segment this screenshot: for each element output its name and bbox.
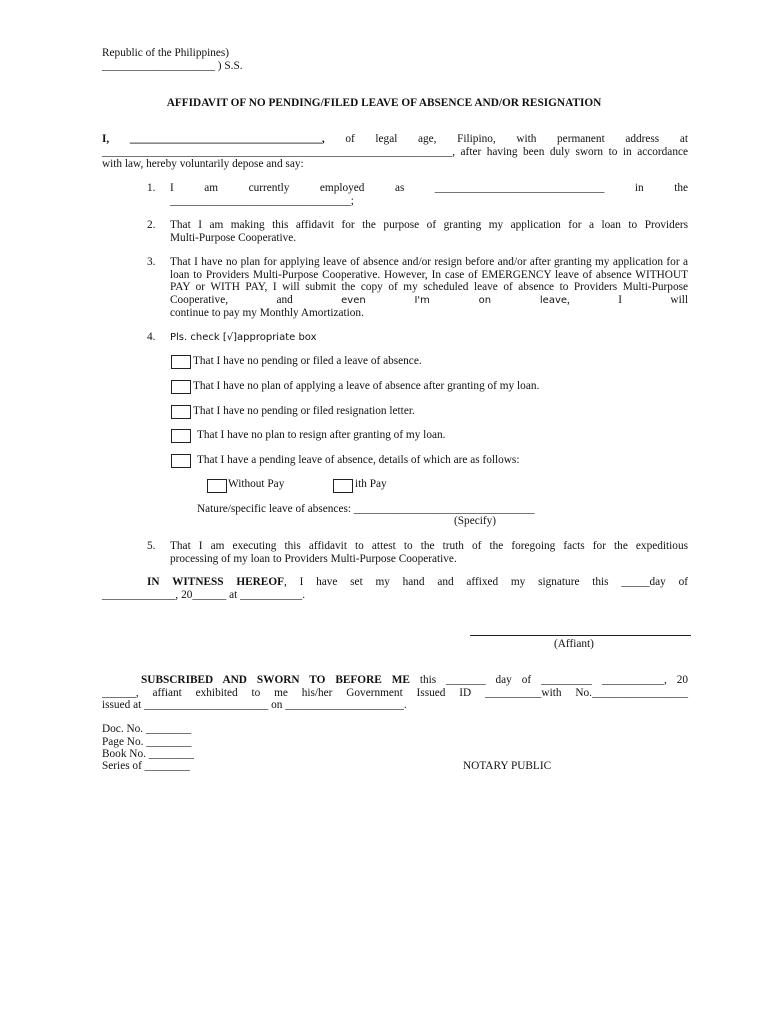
ss-line: ____________________ ) S.S. bbox=[102, 60, 243, 72]
witness-line-2: _____________, 20______ at ___________. bbox=[102, 589, 306, 601]
item-1-line-1: I am currently employed as ______________________________ in the bbox=[170, 182, 688, 194]
item-number: 3. bbox=[147, 256, 156, 268]
doc-no: Doc. No. ________ bbox=[102, 723, 192, 735]
item-2 bbox=[170, 219, 688, 244]
item-number: 1. bbox=[147, 182, 156, 194]
checkbox-label: That I have no plan to resign after granting of my loan. bbox=[197, 429, 446, 441]
item-2-text: That I am making this affidavit for the purpose of granting my application for a loan to Providers bbox=[170, 219, 688, 231]
even-on-leave: even I'm on leave bbox=[341, 294, 568, 306]
item-3 bbox=[170, 256, 688, 320]
document-title: AFFIDAVIT OF NO PENDING/FILED LEAVE OF ABSENCE AND/OR RESIGNATION bbox=[166, 97, 602, 109]
checkbox[interactable] bbox=[171, 454, 191, 468]
intro-line-3: with law, hereby voluntarily depose and say: bbox=[102, 158, 304, 170]
item-5-text: That I am executing this affidavit to attest to the truth of the foregoing facts for the expeditious bbox=[170, 540, 688, 552]
checkbox[interactable] bbox=[171, 429, 191, 443]
sworn-line-2: ______, affiant exhibited to me his/her Government Issued ID __________with No._________________ bbox=[102, 687, 688, 699]
with-pay-checkbox[interactable] bbox=[333, 479, 353, 493]
item-3-text-end: , I will bbox=[567, 293, 689, 306]
item-2-last: Multi-Purpose Cooperative. bbox=[170, 231, 297, 244]
intro-i: I, bbox=[102, 133, 110, 145]
checkbox-label: That I have a pending leave of absence, details of which are as follows: bbox=[197, 454, 520, 466]
sworn-line-3: issued at ______________________ on _____________________. bbox=[102, 699, 407, 711]
item-number: 5. bbox=[147, 540, 156, 552]
notary-public-label: NOTARY PUBLIC bbox=[463, 760, 552, 772]
witness-line-1 bbox=[147, 576, 688, 589]
witness-rest: , I have set my hand and affixed my signature this _____day of bbox=[284, 576, 688, 588]
sworn-line-1 bbox=[141, 674, 688, 687]
republic-line: Republic of the Philippines) bbox=[102, 47, 230, 59]
without-pay-label: Without Pay bbox=[228, 478, 285, 490]
signature-line bbox=[470, 635, 691, 636]
item-5 bbox=[170, 540, 688, 565]
affiant-label: (Affiant) bbox=[554, 638, 594, 650]
item-3-text: That I have no plan for applying leave of absence and/or resign before and/or after granting my application for a loan to Providers Multi-Purpose Cooperative. However, In case of EMERGENCY leave of absence WITHOUT PAY or WITH PAY, I will submit the copy of my scheduled leave of absence to Providers Multi-Purpose Cooperative, and bbox=[170, 256, 688, 306]
without-pay-checkbox[interactable] bbox=[207, 479, 227, 493]
checkbox-label: That I have no pending or filed resignation letter. bbox=[193, 405, 415, 417]
intro-line-1-rest: of legal age, Filipino, with permanent address at bbox=[345, 133, 688, 145]
check-instruction: Pls. check [√]appropriate box bbox=[170, 332, 317, 343]
item-3-text-block bbox=[170, 256, 688, 307]
checkbox-label: That I have no pending or filed a leave of absence. bbox=[193, 355, 422, 367]
item-number: 4. bbox=[147, 331, 156, 343]
item-1-line-2: ________________________________; bbox=[170, 195, 354, 207]
intro-line-1 bbox=[102, 133, 688, 146]
witness-bold: IN WITNESS HEREOF bbox=[147, 576, 285, 588]
checkbox[interactable] bbox=[171, 355, 191, 369]
name-blank: __________________________________, bbox=[129, 133, 325, 145]
checkbox-label: That I have no plan of applying a leave of absence after granting of my loan. bbox=[193, 380, 540, 392]
book-no: Book No. ________ bbox=[102, 748, 194, 760]
item-3-last: continue to pay my Monthly Amortization. bbox=[170, 307, 364, 320]
sworn-rest: this _______ day of _________ ___________, 20 bbox=[419, 674, 688, 686]
page-no: Page No. ________ bbox=[102, 736, 192, 748]
nature-line: Nature/specific leave of absences: ________________________________ bbox=[197, 503, 535, 515]
series-of: Series of ________ bbox=[102, 760, 190, 772]
specify-label: (Specify) bbox=[454, 515, 497, 527]
intro-line-2: ______________________________________________________________, after having been duly sworn to in accordance bbox=[102, 146, 688, 158]
checkbox[interactable] bbox=[171, 405, 191, 419]
checkbox[interactable] bbox=[171, 380, 191, 394]
item-number: 2. bbox=[147, 219, 156, 231]
sworn-bold: SUBSCRIBED AND SWORN TO BEFORE ME bbox=[141, 674, 410, 686]
item-5-last: processing of my loan to Providers Multi-Purpose Cooperative. bbox=[170, 552, 457, 565]
with-pay-label: ith Pay bbox=[355, 478, 387, 490]
